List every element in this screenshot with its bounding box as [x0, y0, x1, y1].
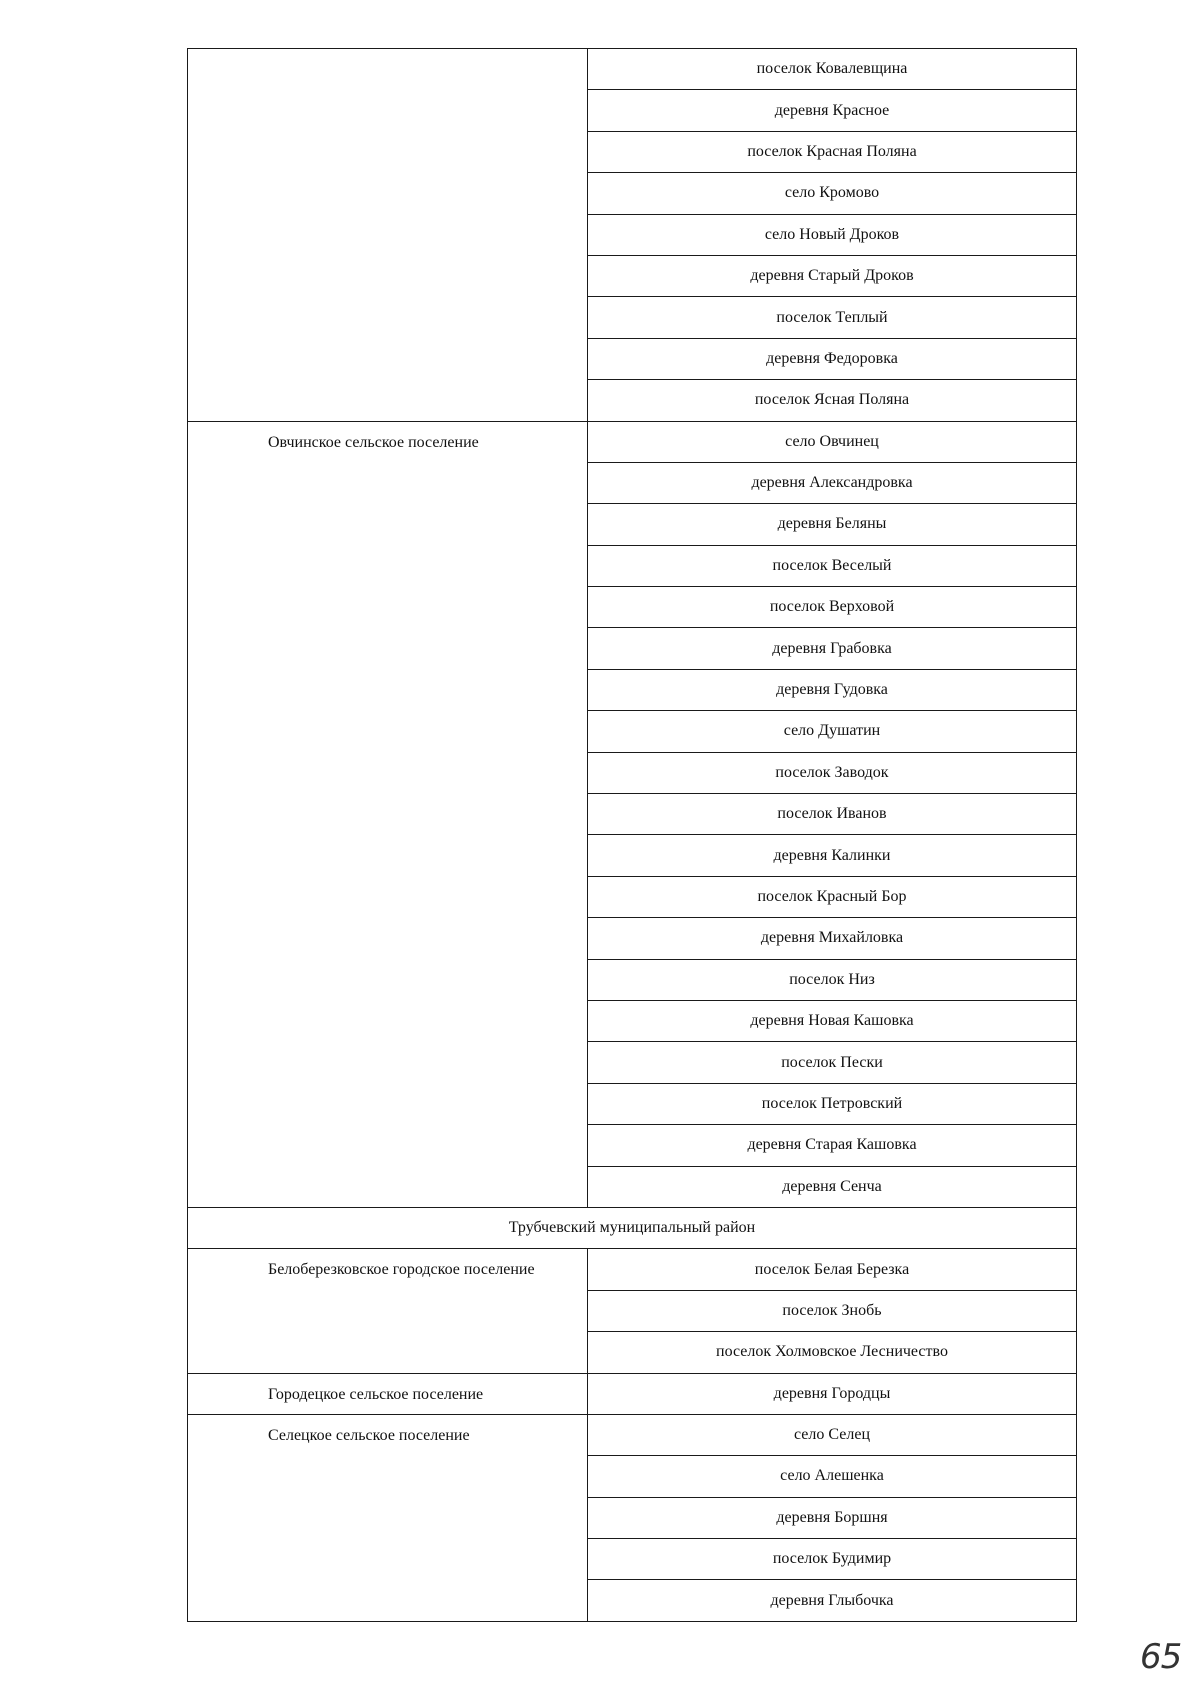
- settlement-name: деревня Сенча: [588, 1166, 1077, 1207]
- settlement-name: деревня Калинки: [588, 835, 1077, 876]
- settlement-name: поселок Низ: [588, 959, 1077, 1000]
- settlements-table-body: [188, 49, 1077, 1622]
- settlement-name: поселок Заводок: [588, 752, 1077, 793]
- settlement-name: село Душатин: [588, 711, 1077, 752]
- settlement-name: поселок Ковалевщина: [588, 49, 1077, 90]
- settlement-name: поселок Верховой: [588, 587, 1077, 628]
- settlement-name: деревня Городцы: [588, 1373, 1077, 1414]
- settlement-name: село Овчинец: [588, 421, 1077, 462]
- settlement-name: поселок Будимир: [588, 1539, 1077, 1580]
- settlement-name: поселок Знобь: [588, 1290, 1077, 1331]
- settlement-name: деревня Грабовка: [588, 628, 1077, 669]
- settlement-name: деревня Новая Кашовка: [588, 1000, 1077, 1041]
- settlement-name: деревня Гудовка: [588, 669, 1077, 710]
- table-row: [188, 1414, 1077, 1455]
- settlement-name: деревня Михайловка: [588, 918, 1077, 959]
- table-row: [188, 49, 1077, 90]
- district-name: Трубчевский муниципальный район: [188, 1207, 1077, 1248]
- settlement-name: поселок Иванов: [588, 794, 1077, 835]
- settlement-name: поселок Белая Березка: [588, 1249, 1077, 1290]
- settlement-name: деревня Старая Кашовка: [588, 1125, 1077, 1166]
- settlement-name: поселок Теплый: [588, 297, 1077, 338]
- settlement-name: поселок Веселый: [588, 545, 1077, 586]
- settlement-name: поселок Петровский: [588, 1083, 1077, 1124]
- table-row: [188, 1373, 1077, 1414]
- settlement-name: село Селец: [588, 1414, 1077, 1455]
- settlement-name: поселок Холмовское Лесничество: [588, 1332, 1077, 1373]
- settlement-name: деревня Глыбочка: [588, 1580, 1077, 1621]
- settlement-name: поселок Красный Бор: [588, 876, 1077, 917]
- municipality-name: Городецкое сельское поселение: [188, 1373, 588, 1414]
- municipality-name: Селецкое сельское поселение: [188, 1414, 588, 1621]
- settlement-name: поселок Пески: [588, 1042, 1077, 1083]
- settlement-name: деревня Федоровка: [588, 338, 1077, 379]
- settlement-name: село Кромово: [588, 173, 1077, 214]
- settlement-name: село Новый Дроков: [588, 214, 1077, 255]
- handwritten-page-number: 65: [1140, 1637, 1182, 1677]
- settlement-name: село Алешенка: [588, 1456, 1077, 1497]
- district-row: [188, 1207, 1077, 1248]
- settlement-name: деревня Старый Дроков: [588, 255, 1077, 296]
- settlement-name: поселок Красная Поляна: [588, 131, 1077, 172]
- municipality-name: Белоберезковское городское поселение: [188, 1249, 588, 1373]
- municipality-name: Овчинское сельское поселение: [188, 421, 588, 1207]
- settlement-name: деревня Боршня: [588, 1497, 1077, 1538]
- settlements-table: [187, 48, 1077, 1622]
- settlement-name: деревня Беляны: [588, 504, 1077, 545]
- municipality-name: [188, 49, 588, 422]
- table-row: [188, 421, 1077, 462]
- settlement-name: поселок Ясная Поляна: [588, 380, 1077, 421]
- table-row: [188, 1249, 1077, 1290]
- settlement-name: деревня Александровка: [588, 462, 1077, 503]
- settlement-name: деревня Красное: [588, 90, 1077, 131]
